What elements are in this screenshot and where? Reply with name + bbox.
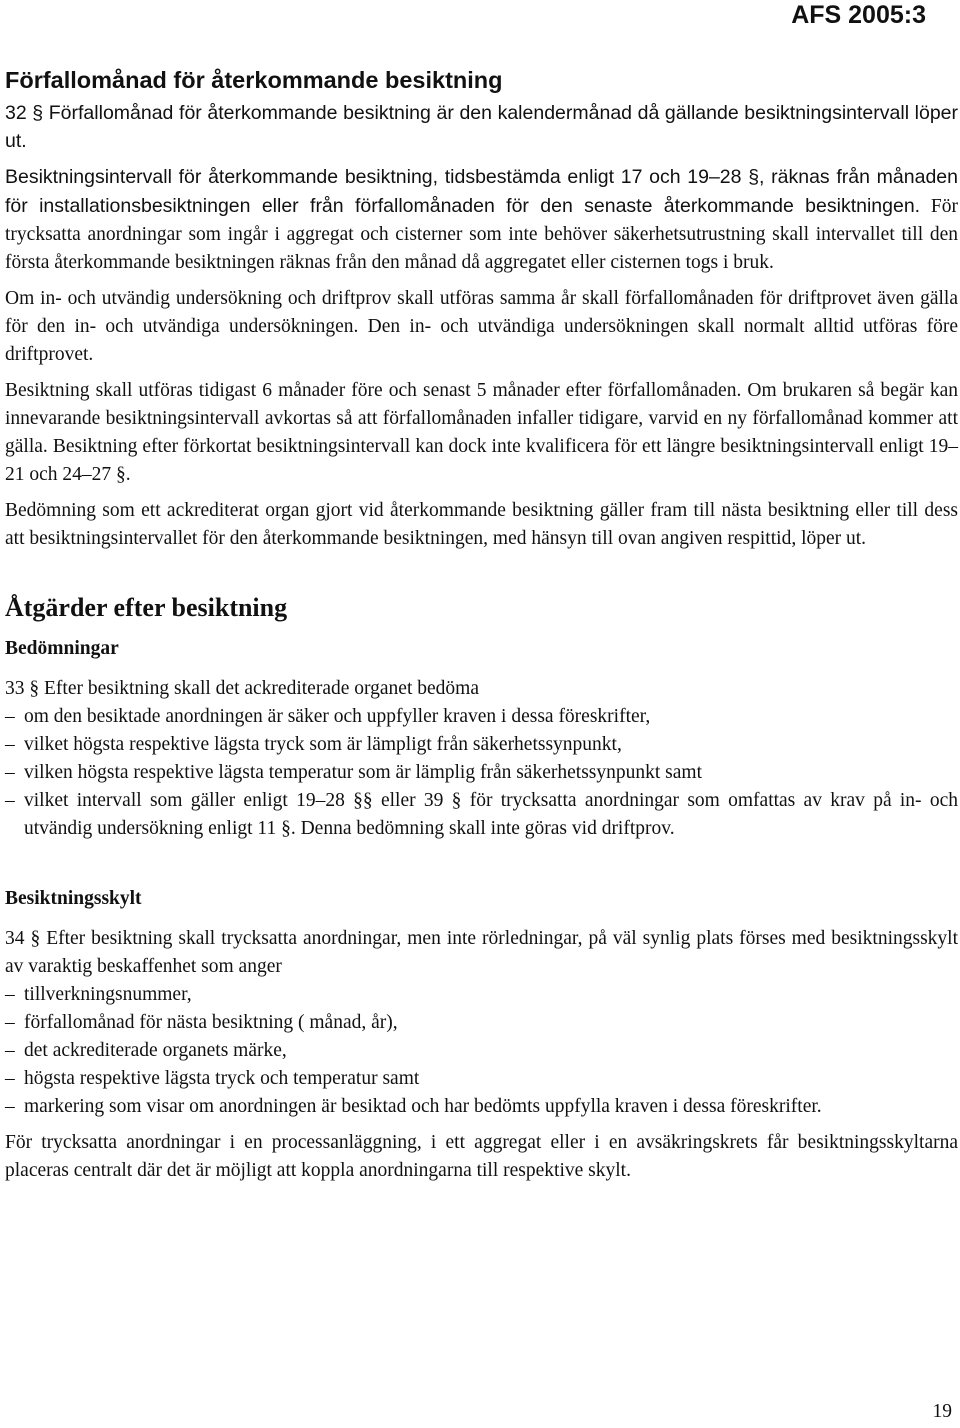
paragraph-tidpunkt: Besiktning skall utföras tidigast 6 månader före och senast 5 månader efter förfallomånaden. Om brukaren så begär kan innevarande besiktningsintervall avkortas så att förfallomånaden infaller tidigare, varvid en ny förfallomånad kommer att gälla. Besiktning efter förkortat besiktningsintervall kan dock inte kvalificera för ett längre besiktningsintervall enligt 19–21 och 24–27 §. xyxy=(5,380,958,485)
paragraph-33-intro: 33 § Efter besiktning skall det ackrediterade organet bedöma xyxy=(5,678,479,699)
document-id: AFS 2005:3 xyxy=(791,1,926,29)
subheading-besiktningsskylt: Besiktningsskylt xyxy=(5,888,142,909)
list-item xyxy=(5,787,958,843)
paragraph-32: 32 § Förfallomånad för återkommande besiktning är den kalendermånad då gällande besiktningsintervall löper ut. xyxy=(5,102,958,152)
list-item xyxy=(5,1065,958,1093)
list-item xyxy=(5,703,958,731)
paragraph-undersokning: Om in- och utvändig undersökning och driftprov skall utföras samma år skall förfallomånaden för driftprovet även gälla för den in- och utvändiga undersökningen. Den in- och utvändiga undersökningen skall normalt alltid utföras före driftprovet. xyxy=(5,288,958,365)
list-item xyxy=(5,731,958,759)
list-item-text: högsta respektive lägsta tryck och temperatur samt xyxy=(24,1068,420,1089)
list-item xyxy=(5,1037,958,1065)
section-heading-atgarder: Åtgärder efter besiktning xyxy=(5,593,288,622)
list-item-text: vilken högsta respektive lägsta temperatur som är lämplig från säkerhetssynpunkt samt xyxy=(24,762,702,783)
list-item-text: markering som visar om anordningen är besiktad och har bedömts uppfylla kraven i dessa föreskrifter. xyxy=(24,1096,822,1117)
dash-marker: – xyxy=(5,706,15,727)
list-item xyxy=(5,981,958,1009)
list-item-text: om den besiktade anordningen är säker och uppfyller kraven i dessa föreskrifter, xyxy=(24,706,651,727)
subheading-bedomningar: Bedömningar xyxy=(5,638,119,659)
list-item-text: det ackrediterade organets märke, xyxy=(24,1040,287,1061)
dash-marker: – xyxy=(5,1040,15,1061)
list-item xyxy=(5,759,958,787)
dash-marker: – xyxy=(5,1096,15,1117)
list-33 xyxy=(5,703,958,843)
list-item xyxy=(5,1093,958,1121)
list-item-text: förfallomånad för nästa besiktning ( månad, år), xyxy=(24,1012,398,1033)
dash-marker: – xyxy=(5,984,15,1005)
dash-marker: – xyxy=(5,790,15,811)
list-item-text: vilket intervall som gäller enligt 19–28 §§ eller 39 § för trycksatta anordningar som omfattas av krav på in- och utvändig undersökning enligt 11 §. Denna bedömning skall inte göras vid driftprov. xyxy=(24,790,958,839)
paragraph-bedomning: Bedömning som ett ackrediterat organ gjort vid återkommande besiktning gäller fram till nästa besiktning eller till dess att besiktningsintervallet för den återkommande besiktningen, med hänsyn till ovan angiven respittid, löper ut. xyxy=(5,500,958,549)
paragraph-besiktningsintervall-part2: För trycksatta anordningar som ingår i aggregat och cisterner som inte behöver säkerhetsutrustning skall intervallet till den första återkommande besiktningen räknas från den månad då aggregatet eller cisternen togs i bruk. xyxy=(5,196,958,273)
paragraph-34-intro: 34 § Efter besiktning skall trycksatta anordningar, men inte rörledningar, på väl synlig plats förses med besiktningsskylt av varaktig beskaffenhet som anger xyxy=(5,928,958,977)
list-item xyxy=(5,1009,958,1037)
dash-marker: – xyxy=(5,1068,15,1089)
page-body xyxy=(5,64,958,1193)
section-heading-forfallomanad: Förfallomånad för återkommande besiktning xyxy=(5,67,503,93)
paragraph-processanlaggning: För trycksatta anordningar i en processanläggning, i ett aggregat eller i en avsäkringskrets får besiktningsskyltarna placeras centralt där det är möjligt att koppla anordningarna till respektive skylt. xyxy=(5,1132,958,1181)
paragraph-besiktningsintervall xyxy=(5,163,958,277)
dash-marker: – xyxy=(5,1012,15,1033)
dash-marker: – xyxy=(5,762,15,783)
list-34 xyxy=(5,981,958,1121)
dash-marker: – xyxy=(5,734,15,755)
paragraph-besiktningsintervall-part1: Besiktningsintervall för återkommande besiktning, tidsbestämda enligt 17 och 19–28 §, räknas från månaden för installationsbesiktningen eller från förfallomånaden för den senaste återkommande besiktningen. xyxy=(5,166,958,217)
page-number: 19 xyxy=(932,1401,952,1422)
list-item-text: tillverkningsnummer, xyxy=(24,984,192,1005)
list-item-text: vilket högsta respektive lägsta tryck som är lämpligt från säkerhetssynpunkt, xyxy=(24,734,622,755)
